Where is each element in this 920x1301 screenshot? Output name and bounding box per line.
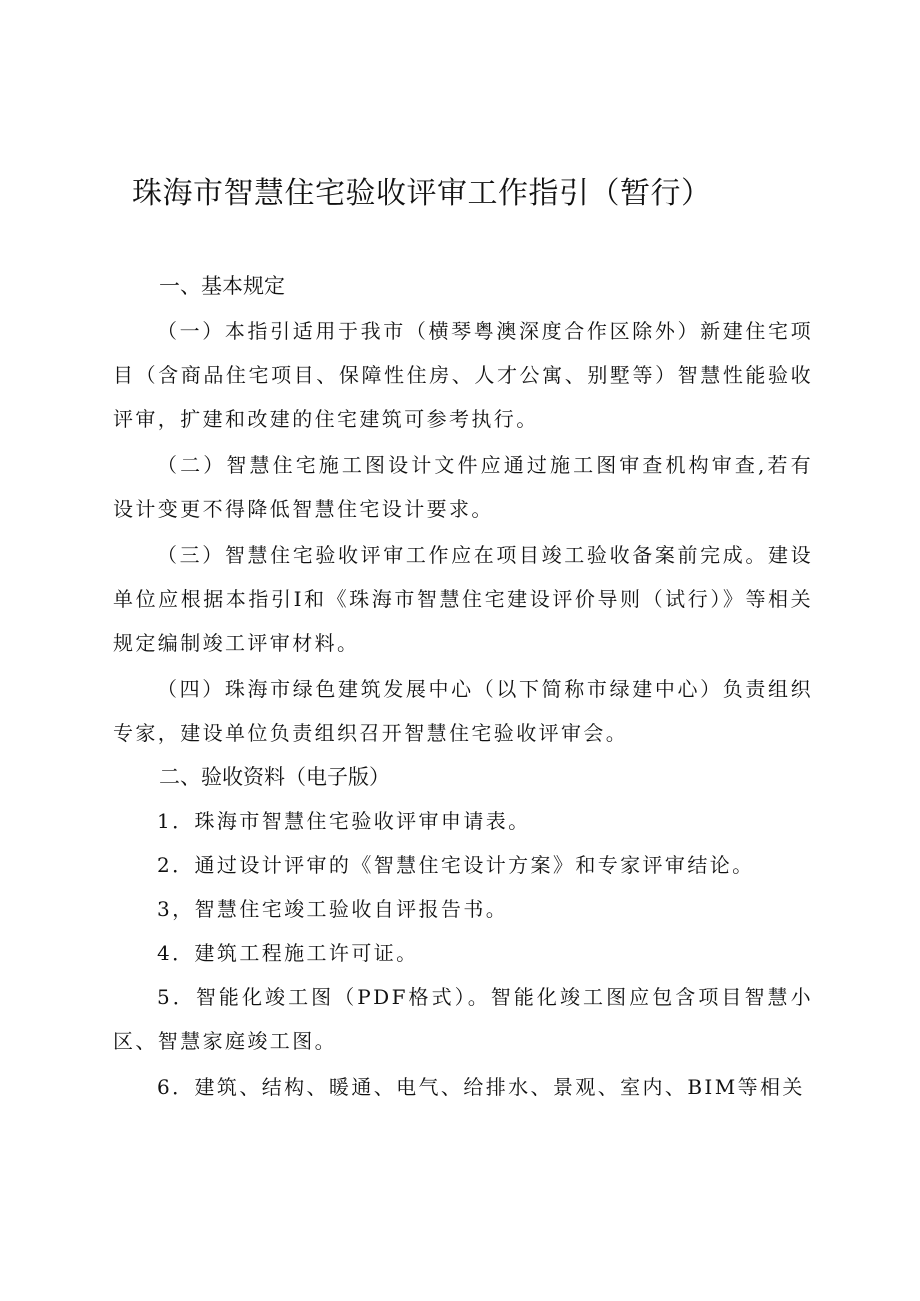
list-item: 4．建筑工程施工许可证。 bbox=[157, 941, 419, 965]
paragraph: （二）智慧住宅施工图设计文件应通过施工图审查机构审查,若有设计变更不得降低智慧住宅设计要求。 bbox=[113, 453, 813, 521]
document-title: 珠海市智慧住宅验收评审工作指引（暂行） bbox=[132, 176, 712, 211]
section-heading: 一、基本规定 bbox=[159, 274, 285, 298]
list-item: 3，智慧住宅竣工验收自评报告书。 bbox=[157, 897, 509, 921]
section-basic-rules bbox=[113, 264, 813, 755]
section-acceptance-materials bbox=[113, 755, 813, 1109]
list-item: 1．珠海市智慧住宅验收评审申请表。 bbox=[157, 809, 531, 833]
paragraph: （三）智慧住宅验收评审工作应在项目竣工验收备案前完成。建设单位应根据本指引I和《珠海市智慧住宅建设评价导则（试行）》等相关规定编制竣工评审材料。 bbox=[113, 543, 813, 655]
document-body bbox=[113, 264, 813, 1109]
section-heading: 二、验收资料（电子版） bbox=[159, 765, 390, 789]
paragraph: （一）本指引适用于我市（横琴粤澳深度合作区除外）新建住宅项目（含商品住宅项目、保障性住房、人才公寓、别墅等）智慧性能验收评审，扩建和改建的住宅建筑可参考执行。 bbox=[113, 319, 813, 431]
list-item: 2．通过设计评审的《智慧住宅设计方案》和专家评审结论。 bbox=[157, 853, 755, 877]
paragraph: （四）珠海市绿色建筑发展中心（以下简称市绿建中心）负责组织专家，建设单位负责组织召开智慧住宅验收评审会。 bbox=[113, 677, 813, 745]
list-item: 5．智能化竣工图（PDF格式）。智能化竣工图应包含项目智慧小区、智慧家庭竣工图。 bbox=[113, 985, 813, 1053]
list-item: 6．建筑、结构、暖通、电气、给排水、景观、室内、BIM等相关 bbox=[157, 1075, 805, 1099]
